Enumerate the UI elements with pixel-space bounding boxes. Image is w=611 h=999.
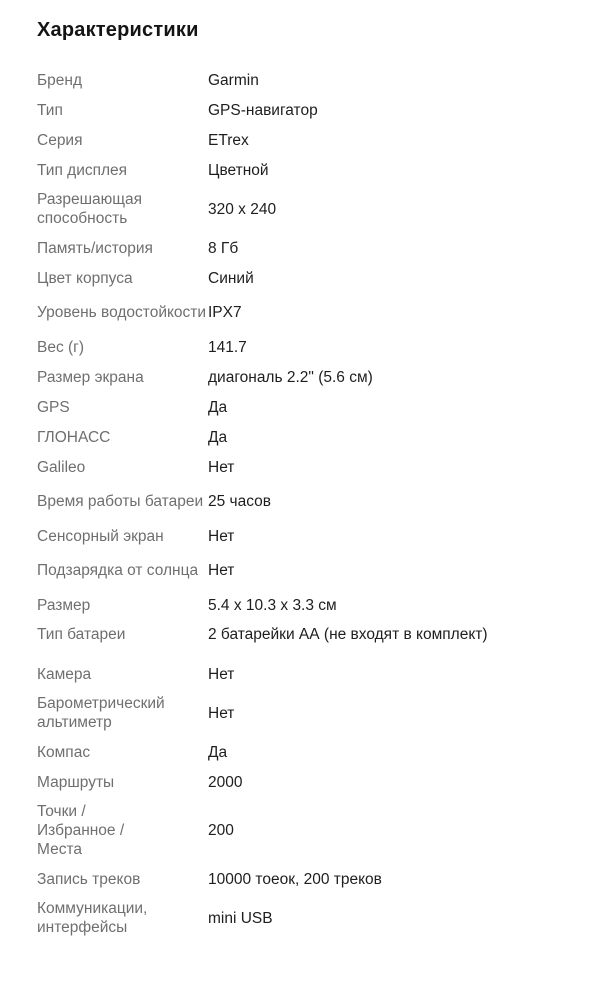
- spec-row-memory: [37, 233, 497, 263]
- spec-value: 141.7: [208, 338, 247, 356]
- spec-label: Время работы батареи: [37, 493, 204, 510]
- spec-value: Да: [208, 398, 228, 416]
- spec-row-compass: [37, 737, 497, 767]
- spec-value: IPX7: [208, 304, 242, 321]
- spec-label: Компас: [37, 743, 91, 761]
- spec-value: 8 Гб: [208, 239, 239, 257]
- spec-row-glonass: [37, 422, 497, 452]
- spec-label: Память/история: [37, 239, 153, 257]
- specs-list: [37, 65, 497, 942]
- spec-label: Запись треков: [37, 870, 141, 888]
- spec-value: Garmin: [208, 71, 259, 89]
- spec-label: Сенсорный экран: [37, 527, 164, 545]
- spec-row-body-color: [37, 263, 497, 293]
- spec-label: Тип дисплея: [37, 161, 128, 179]
- spec-label: Точки / Избранное / Места: [37, 803, 125, 858]
- spec-value: Синий: [208, 269, 254, 287]
- spec-row-touchscreen: [37, 521, 497, 551]
- spec-row-gps: [37, 392, 497, 422]
- spec-value: 2000: [208, 773, 243, 791]
- spec-row-display-type: [37, 155, 497, 185]
- spec-value: 25 часов: [208, 493, 272, 510]
- spec-row-series: [37, 125, 497, 155]
- spec-label: Бренд: [37, 71, 83, 89]
- spec-value: 320 x 240: [208, 200, 277, 218]
- spec-value: Нет: [208, 665, 235, 683]
- spec-label: Подзарядка от солнца: [37, 562, 199, 579]
- spec-label: Тип: [37, 101, 63, 119]
- spec-label: Размер: [37, 596, 91, 614]
- spec-value: Да: [208, 428, 228, 446]
- spec-row-dimensions: [37, 590, 497, 620]
- section-title: Характеристики: [37, 19, 199, 41]
- spec-value: Нет: [208, 527, 235, 545]
- spec-label: Уровень водостойкости: [37, 304, 207, 321]
- spec-label: Серия: [37, 131, 83, 149]
- spec-row-galileo: [37, 452, 497, 482]
- spec-label: Коммуникации, интерфейсы: [37, 900, 148, 936]
- spec-value: Цветной: [208, 161, 269, 179]
- spec-label: Размер экрана: [37, 368, 144, 386]
- spec-label: GPS: [37, 398, 70, 416]
- spec-value: 2 батарейки АА (не входят в комплект): [208, 626, 488, 643]
- spec-label: Маршруты: [37, 773, 115, 791]
- spec-row-battery-life: [37, 482, 497, 521]
- spec-label: Камера: [37, 665, 92, 683]
- spec-row-routes: [37, 767, 497, 797]
- spec-row-interfaces: [37, 894, 497, 942]
- spec-value: диагональ 2.2" (5.6 см): [208, 368, 373, 386]
- spec-value: 200: [208, 822, 234, 839]
- spec-value: 10000 тоеок, 200 треков: [208, 870, 382, 888]
- spec-row-camera: [37, 659, 497, 689]
- spec-label: ГЛОНАСС: [37, 428, 111, 446]
- spec-row-solar-charging: [37, 551, 497, 590]
- spec-label: Барометрический альтиметр: [37, 695, 165, 731]
- spec-row-type: [37, 95, 497, 125]
- spec-label: Разрешающая способность: [37, 191, 143, 227]
- spec-label: Вес (г): [37, 338, 84, 356]
- spec-value: Нет: [208, 704, 235, 722]
- spec-label: Цвет корпуса: [37, 269, 133, 287]
- spec-value: Да: [208, 743, 228, 761]
- spec-value: ETrex: [208, 131, 249, 149]
- spec-value: Нет: [208, 562, 235, 579]
- spec-label: Тип батареи: [37, 626, 126, 643]
- spec-row-resolution: [37, 185, 497, 233]
- spec-row-waypoints: [37, 797, 497, 864]
- spec-row-screen-size: [37, 362, 497, 392]
- spec-row-barometric-altimeter: [37, 689, 497, 737]
- spec-row-brand: [37, 65, 497, 95]
- spec-row-water-resistance: [37, 293, 497, 332]
- spec-row-weight: [37, 332, 497, 362]
- spec-value: 5.4 x 10.3 x 3.3 см: [208, 596, 337, 614]
- spec-row-battery-type: [37, 620, 497, 659]
- spec-row-track-recording: [37, 864, 497, 894]
- spec-value: mini USB: [208, 909, 273, 927]
- spec-value: Нет: [208, 458, 235, 476]
- spec-label: Galileo: [37, 458, 86, 476]
- spec-value: GPS-навигатор: [208, 101, 318, 119]
